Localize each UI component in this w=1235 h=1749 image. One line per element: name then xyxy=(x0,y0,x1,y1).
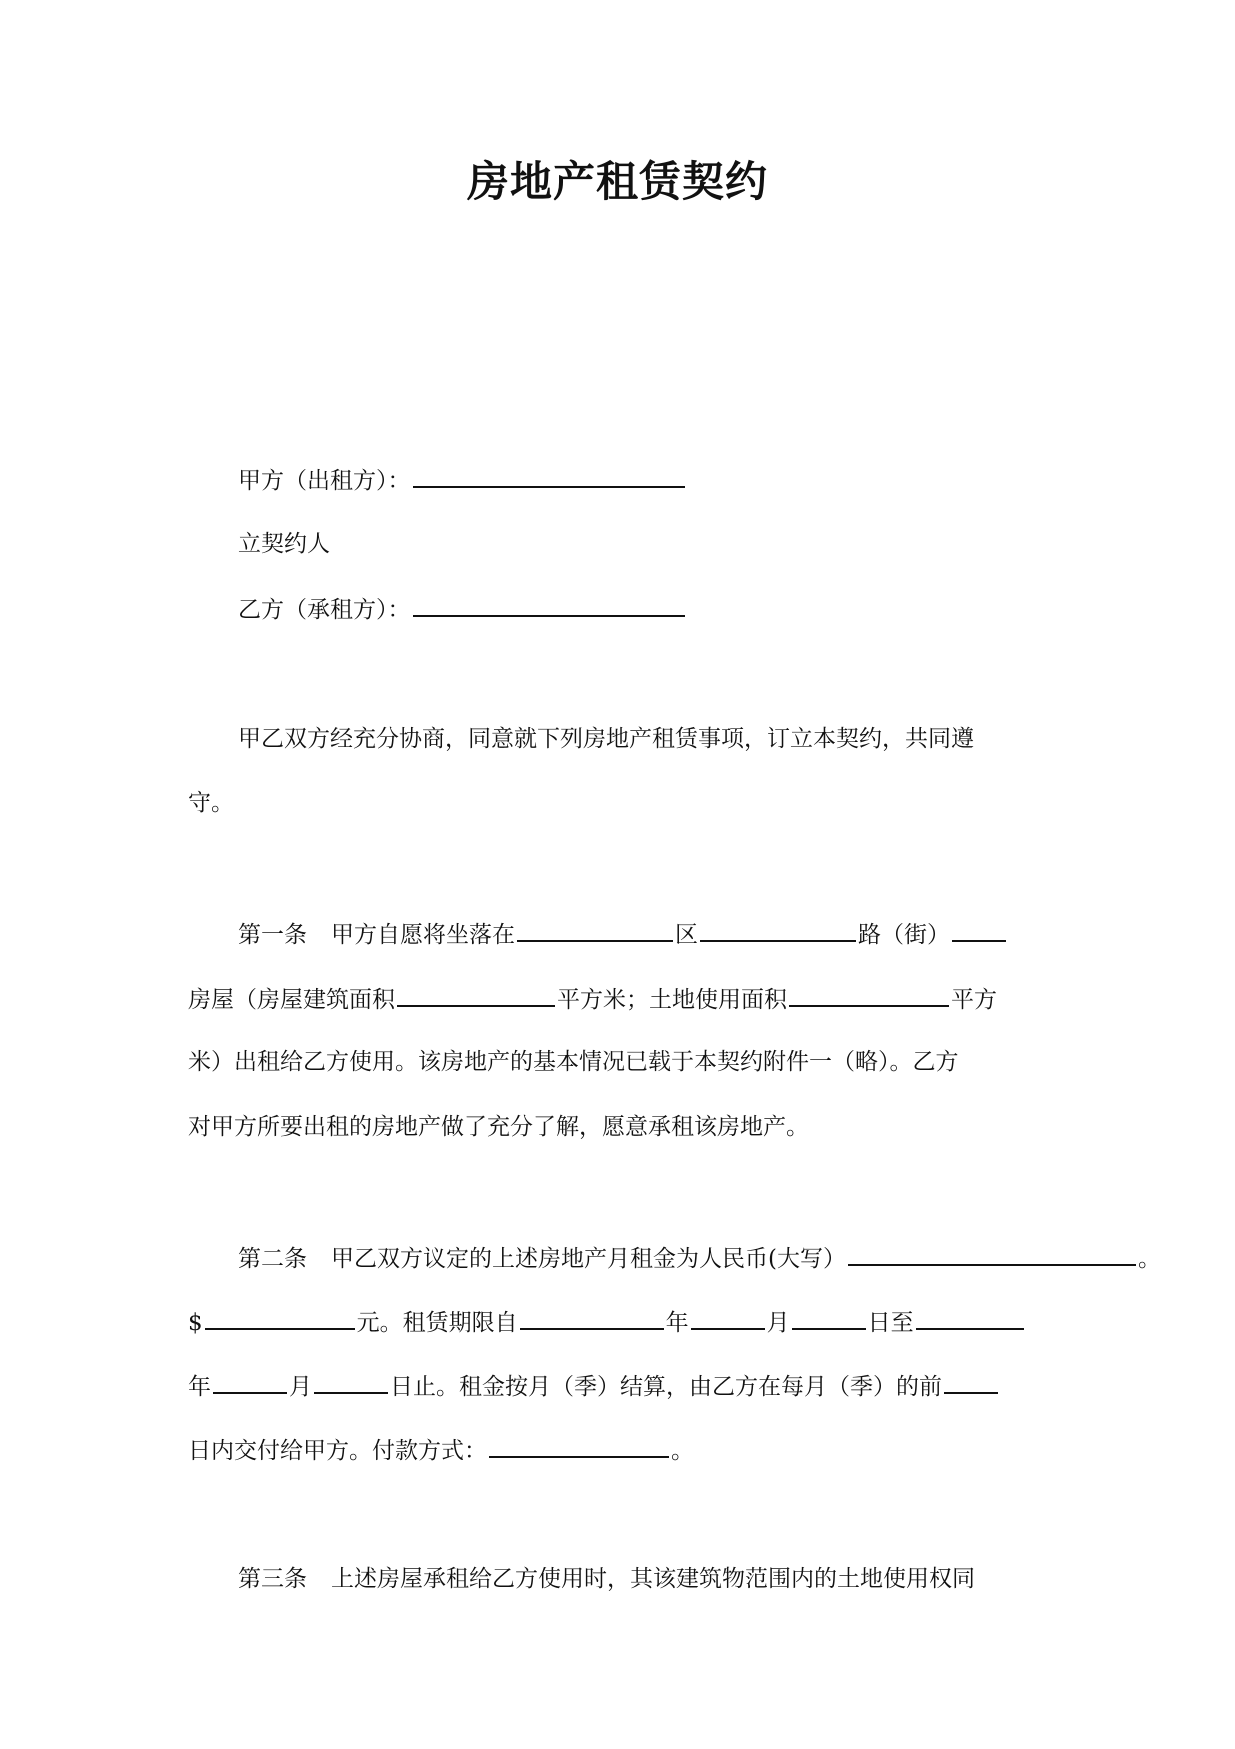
article1-text: 平方 xyxy=(951,987,997,1013)
page-title: 房地产租赁契约 xyxy=(466,157,768,206)
end-day-blank xyxy=(314,1368,388,1394)
article2-text: 日止。租金按月（季）结算，由乙方在每月（季）的前 xyxy=(390,1374,942,1400)
article1-line-2 xyxy=(188,981,997,1017)
signatory-label: 立契约人 xyxy=(238,531,330,557)
district-blank xyxy=(517,916,673,942)
party-b-blank xyxy=(413,591,685,617)
article1-text: 甲方自愿将坐落在 xyxy=(331,922,515,948)
article1-text: 房屋（房屋建筑面积 xyxy=(188,987,395,1013)
signatory-line xyxy=(238,527,330,561)
article2-text: 年 xyxy=(188,1374,211,1400)
article2-line-4 xyxy=(188,1432,694,1468)
article2-text: 月 xyxy=(766,1310,790,1336)
article1-heading: 第一条 xyxy=(238,922,307,948)
article2-text: 日至 xyxy=(867,1310,914,1336)
building-area-blank xyxy=(397,981,555,1007)
article3-line-1 xyxy=(238,1562,975,1596)
article3-text: 上述房屋承租给乙方使用时，其该建筑物范围内的土地使用权同 xyxy=(331,1566,975,1592)
article2-text: 。 xyxy=(1137,1246,1161,1272)
article1-line-3: 米）出租给乙方使用。该房地产的基本情况已载于本契约附件一（略）。乙方 xyxy=(188,1049,959,1075)
article2-text: 年 xyxy=(665,1310,689,1336)
article2-line-1 xyxy=(238,1240,1161,1276)
payment-method-blank xyxy=(489,1432,669,1458)
land-area-blank xyxy=(789,981,949,1007)
article2-line-3 xyxy=(188,1368,1000,1404)
start-month-blank xyxy=(691,1304,765,1330)
road-blank xyxy=(700,916,856,942)
rent-amount-blank xyxy=(848,1240,1136,1266)
article3-heading: 第三条 xyxy=(238,1566,307,1592)
party-a-blank xyxy=(413,462,685,488)
preamble-line-1: 甲乙双方经充分协商，同意就下列房地产租赁事项，订立本契约，共同遵 xyxy=(238,726,974,752)
article2-text: 。 xyxy=(671,1438,694,1464)
article1-text: 平方米；土地使用面积 xyxy=(557,987,787,1013)
article2-heading: 第二条 xyxy=(238,1246,307,1272)
dollar-sign: $ xyxy=(188,1310,203,1336)
article2-text: 甲乙双方议定的上述房地产月租金为人民币(大写） xyxy=(331,1246,846,1272)
end-month-blank xyxy=(213,1368,287,1394)
end-year-blank xyxy=(916,1304,1024,1330)
party-b-line xyxy=(238,591,687,627)
preamble-line-2: 守。 xyxy=(188,790,234,816)
article1-text: 区 xyxy=(675,922,698,948)
article2-line-2 xyxy=(188,1304,1026,1340)
house-number-blank xyxy=(952,916,1006,942)
start-year-blank xyxy=(520,1304,664,1330)
article1-line-1 xyxy=(238,916,1008,952)
article2-text: 月 xyxy=(289,1374,312,1400)
party-a-label: 甲方（出租方）： xyxy=(238,468,411,494)
article1-text: 路（街） xyxy=(858,922,950,948)
payment-days-blank xyxy=(944,1368,998,1394)
party-b-label: 乙方（承租方）： xyxy=(238,597,411,623)
start-day-blank xyxy=(792,1304,866,1330)
article2-text: 日内交付给甲方。付款方式： xyxy=(188,1438,487,1464)
party-a-line xyxy=(238,462,687,498)
rent-number-blank xyxy=(205,1304,355,1330)
article1-line-4: 对甲方所要出租的房地产做了充分了解，愿意承租该房地产。 xyxy=(188,1114,809,1140)
article2-text: 元。租赁期限自 xyxy=(356,1310,518,1336)
